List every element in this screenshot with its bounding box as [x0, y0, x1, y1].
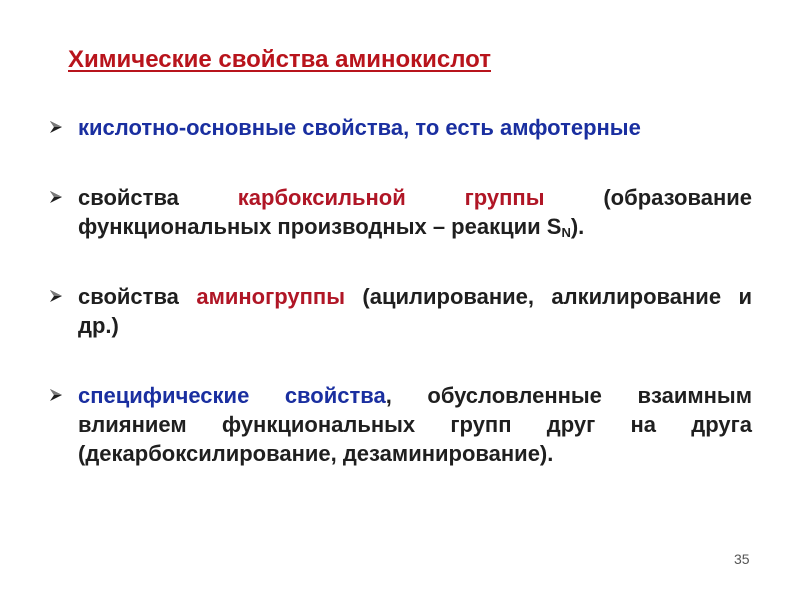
- arrow-bullet-icon: [48, 189, 64, 205]
- bullet-text: свойства: [78, 185, 238, 210]
- bullet-item-carboxyl: [48, 183, 752, 241]
- bullet-text: , обусловленные взаимным влиянием функциональных групп друг на друга (декарбоксилирование, дезаминирование).: [78, 383, 752, 466]
- page-number: 35: [734, 551, 750, 567]
- slide-title: Химические свойства аминокислот: [68, 46, 491, 73]
- bullet-text: свойства: [78, 284, 197, 309]
- bullet-item-amino: [48, 282, 752, 340]
- highlight-carboxyl-group: карбоксильной группы: [237, 185, 545, 210]
- highlight-specific-properties: специфические свойства: [78, 383, 386, 408]
- bullet-list: [48, 113, 752, 468]
- arrow-bullet-icon: [48, 119, 64, 135]
- bullet-text: ).: [570, 214, 585, 239]
- bullet-item-specific: [48, 381, 752, 468]
- bullet-text: (образование функциональных производных – реакции S: [78, 185, 752, 239]
- highlight-amino-group: аминогруппы: [196, 284, 345, 309]
- bullet-item-acid-base: [48, 113, 752, 142]
- bullet-text: (ацилирование, алкилирование и др.): [78, 284, 752, 338]
- subscript-n: N: [561, 225, 571, 240]
- arrow-bullet-icon: [48, 288, 64, 304]
- arrow-bullet-icon: [48, 387, 64, 403]
- bullet-text-acid-base: кислотно-основные свойства, то есть амфотерные: [78, 115, 641, 140]
